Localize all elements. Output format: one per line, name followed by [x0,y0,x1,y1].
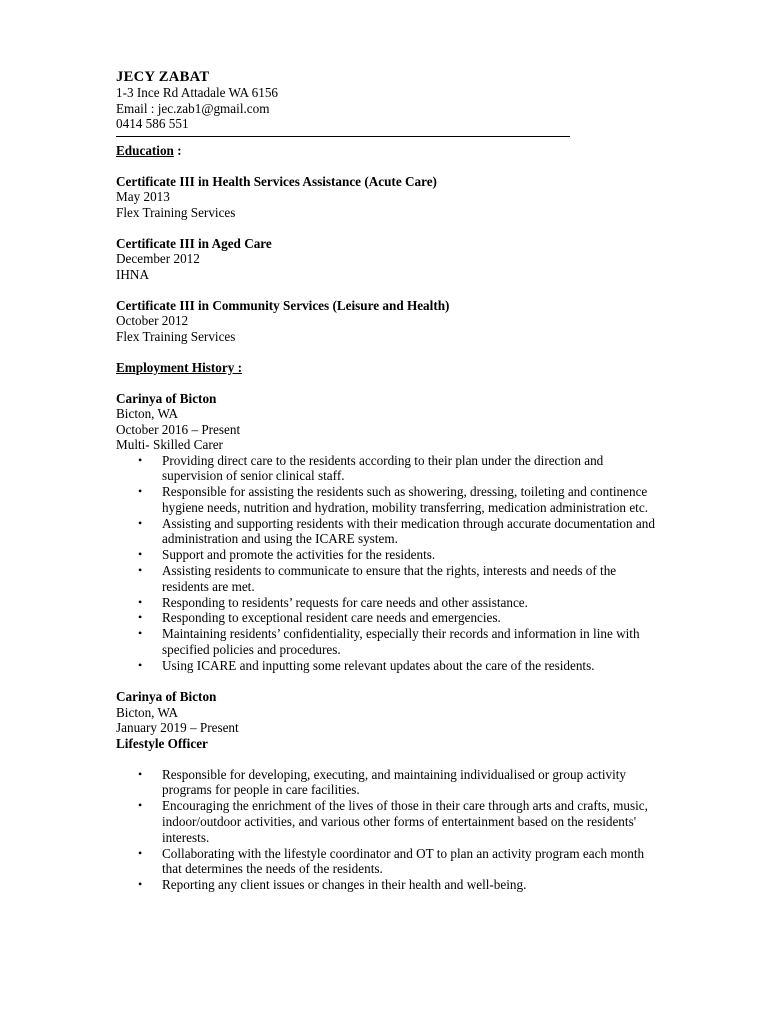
qualification-date: October 2012 [116,313,189,328]
address-line: 1-3 Ince Rd Attadale WA 6156 [116,85,279,100]
bullet-icon: • [138,515,143,530]
duties-list [116,453,656,674]
education-entry [116,236,656,283]
qualification-provider: IHNA [116,266,149,282]
bullet-icon: • [138,484,143,499]
education-heading-colon: : [173,142,182,158]
duty-item: • Reporting any client issues or changes in their health and well-being. [138,877,527,893]
employment-heading [116,360,656,376]
phone-line: 0414 586 551 [116,116,189,131]
duty-item: • Responsible for assisting the residents such as showering, dressing, toileting and continence hygiene needs, nutrition and hydration, mobility transferring, medication administration etc. [138,484,648,515]
bullet-icon: • [138,563,143,578]
duty-item: • Providing direct care to the residents according to their plan under the direction and supervision of senior clinical staff. [138,452,604,484]
applicant-name: JECY ZABAT [116,69,210,85]
qualification-title: Certificate III in Health Services Assistance (Acute Care) [116,173,437,189]
duty-item: • Assisting and supporting residents with their medication through accurate documentation and administration and using the ICARE system. [138,515,655,547]
bullet-icon: • [138,657,143,672]
email-line: Email : jec.zab1@gmail.com [116,100,270,116]
employer-name: Carinya of Bicton [116,390,217,406]
bullet-icon: • [138,610,143,625]
qualification-date: May 2013 [116,189,170,204]
employment-section [116,360,656,894]
education-entry [116,298,656,345]
bullet-icon: • [138,626,143,641]
qualification-provider: Flex Training Services [116,204,236,220]
job-dates: January 2019 – Present [116,720,239,736]
job-entry [116,689,656,893]
education-section [116,143,656,360]
duty-item: • Responding to residents’ requests for care needs and other assistance. [138,594,528,610]
education-heading-label: Education [116,142,174,158]
duty-item: • Using ICARE and inputting some relevant updates about the care of the residents. [138,657,595,673]
employment-heading-label: Employment History : [116,359,243,375]
duty-item: • Support and promote the activities for the residents. [138,547,436,563]
bullet-icon: • [138,798,143,813]
bullet-icon: • [138,766,143,781]
education-heading [116,143,656,159]
education-entry [116,174,656,221]
bullet-icon: • [138,845,143,860]
job-role: Lifestyle Officer [116,735,208,751]
bullet-icon: • [138,547,143,562]
qualification-date: December 2012 [116,251,200,266]
job-entry [116,391,656,674]
resume-document [116,69,656,893]
contact-block [116,69,656,137]
bullet-icon: • [138,877,143,892]
header-divider [116,136,570,137]
duty-item: • Responding to exceptional resident care needs and emergencies. [138,610,501,626]
duty-item: • Responsible for developing, executing, and maintaining individualised or group activity programs for people in care facilities. [138,766,627,798]
bullet-icon: • [138,594,143,609]
duty-item: • Encouraging the enrichment of the lives of those in their care through arts and crafts, music, indoor/outdoor activities, and various other forms of entertainment based on the residents' interests. [138,798,648,845]
job-location: Bicton, WA [116,406,179,421]
duty-item: • Maintaining residents’ confidentiality, especially their records and information in line with specified policies and procedures. [138,626,640,658]
qualification-title: Certificate III in Aged Care [116,235,272,251]
qualification-provider: Flex Training Services [116,328,236,344]
job-location: Bicton, WA [116,704,179,720]
duty-item: • Collaborating with the lifestyle coordinator and OT to plan an activity program each month that determines the needs of the residents. [138,845,645,877]
duties-list [116,767,656,893]
bullet-icon: • [138,452,143,467]
employer-name: Carinya of Bicton [116,689,217,705]
job-role: Multi- Skilled Carer [116,437,223,452]
qualification-title: Certificate III in Community Services (Leisure and Health) [116,297,450,313]
job-dates: October 2016 – Present [116,421,241,437]
duty-item: • Assisting residents to communicate to ensure that the rights, interests and needs of the residents are met. [138,563,617,594]
